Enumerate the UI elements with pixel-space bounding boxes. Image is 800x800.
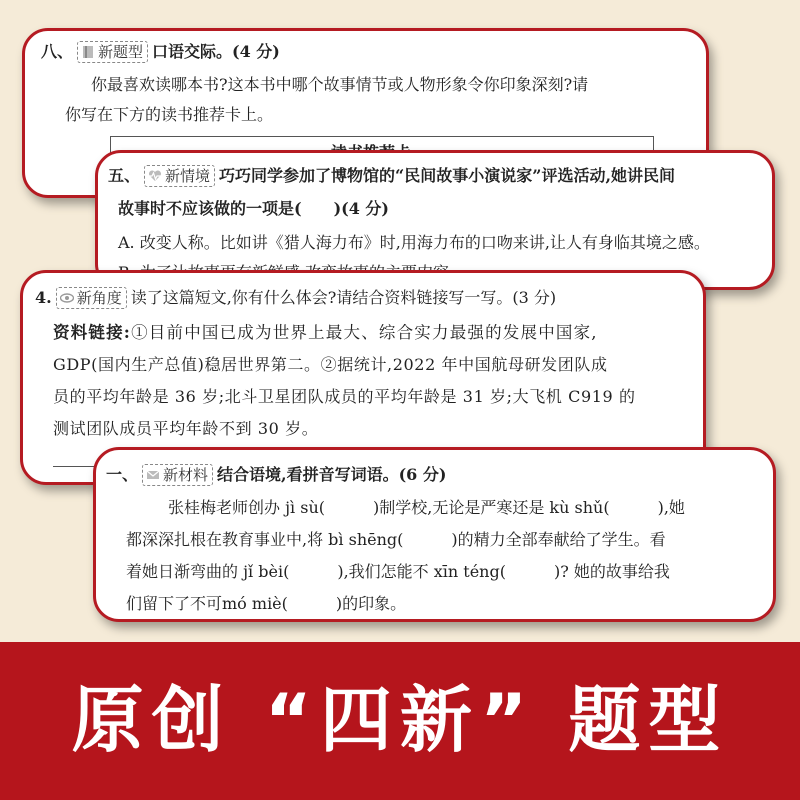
question-title: 读了这篇短文,你有什么体会?请结合资料链接写一写。(3 分) <box>130 288 557 307</box>
question-tag <box>144 165 215 187</box>
question-text-line: 着她日渐弯曲的 jǐ bèi( ),我们怎能不 xīn téng( )? 她的故事给我 <box>126 562 670 581</box>
eye-icon <box>60 291 74 305</box>
reference-material-line: 员的平均年龄是 36 岁;北斗卫星团队成员的平均年龄是 31 岁;大飞机 C919 的 <box>53 387 636 406</box>
banner-title: 原创 “四新” 题型 <box>71 678 729 762</box>
question-title: 口语交际。(4 分) <box>152 42 280 61</box>
question-text-line: 张桂梅老师创办 jì sù( )制学校,无论是严寒还是 kù shǔ( ),她 <box>168 498 685 517</box>
reference-material-line <box>53 323 598 343</box>
heartbeat-icon <box>148 169 162 183</box>
question-title: 结合语境,看拼音写词语。(6 分) <box>217 465 447 484</box>
book-icon <box>81 45 95 59</box>
question-text-line: 你最喜欢读哪本书?这本书中哪个故事情节或人物形象令你印象深刻?请 <box>91 75 589 94</box>
question-tag-label: 新材料 <box>163 466 209 484</box>
question-number: 4. <box>35 288 52 307</box>
question-text-line: 都深深扎根在教育事业中,将 bì shēng( )的精力全部奉献给了学生。看 <box>126 530 666 549</box>
question-tag-label: 新题型 <box>98 43 144 61</box>
question-text-line: 故事时不应该做的一项是( )(4 分) <box>118 199 389 218</box>
envelope-icon <box>146 468 160 482</box>
question-number: 一、 <box>106 465 139 484</box>
question-card-new-situation <box>95 150 775 290</box>
question-card-new-material <box>93 447 776 622</box>
question-title: 巧巧同学参加了博物馆的“民间故事小演说家”评选活动,她讲民间 <box>219 166 676 185</box>
question-tag-label: 新情境 <box>165 167 211 185</box>
question-text-line: 们留下了不可mó miè( )的印象。 <box>126 594 407 613</box>
reference-text: ①目前中国已成为世界上最大、综合实力最强的发展中国家, <box>131 323 598 342</box>
option-a: A. 改变人称。比如讲《猎人海力布》时,用海力布的口吻来讲,让人有身临其境之感。 <box>118 233 710 252</box>
question-header <box>108 165 675 187</box>
question-header <box>41 41 280 63</box>
question-tag <box>142 464 213 486</box>
question-header <box>106 464 446 486</box>
question-tag <box>77 41 148 63</box>
question-number: 五、 <box>108 166 141 185</box>
reference-label: 资料链接: <box>53 323 132 342</box>
reference-material-line: GDP(国内生产总值)稳居世界第二。②据统计,2022 年中国航母研发团队成 <box>53 355 608 374</box>
question-text-line: 你写在下方的读书推荐卡上。 <box>65 105 274 124</box>
question-tag-label: 新角度 <box>76 289 122 307</box>
promo-banner <box>0 642 800 800</box>
question-number: 八、 <box>41 42 74 61</box>
question-tag <box>56 287 127 309</box>
reference-material-line: 测试团队成员平均年龄不到 30 岁。 <box>53 419 319 438</box>
question-header <box>35 287 556 309</box>
